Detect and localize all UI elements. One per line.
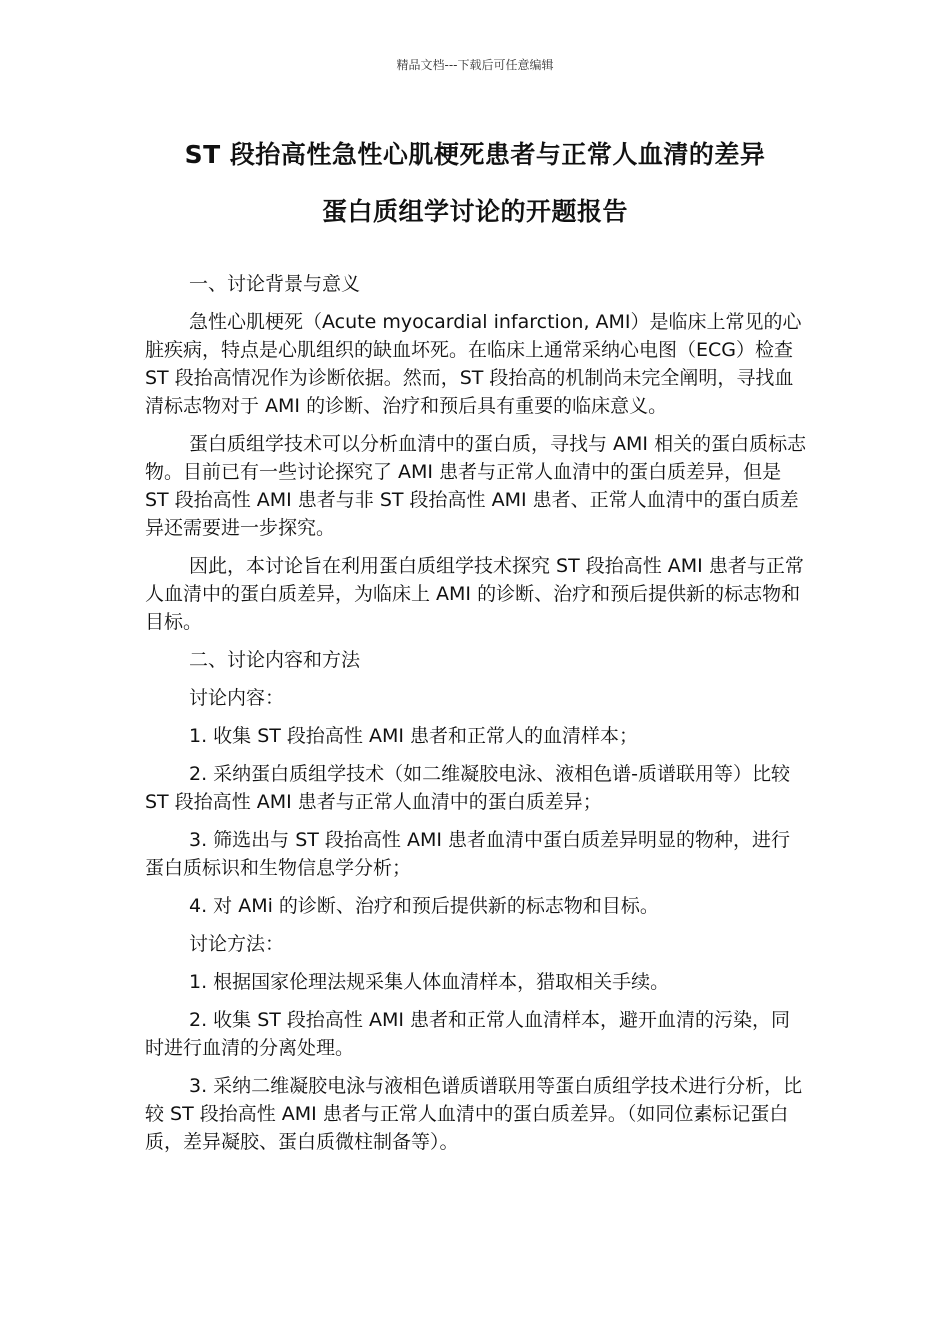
subheading-methods: 讨论方法： <box>189 933 285 955</box>
section-heading-content-methods: 二、讨论内容和方法 <box>189 649 361 671</box>
page-header: 精品文档---下载后可任意编辑 <box>396 58 554 72</box>
document-title-line-1: ST 段抬高性急性心肌梗死患者与正常人血清的差异 <box>184 140 766 169</box>
document-title-line-2: 蛋白质组学讨论的开题报告 <box>321 197 628 226</box>
paragraph-purpose: 因此，本讨论旨在利用蛋白质组学技术探究 ST 段抬高性 AMI 患者与正常人血清中的蛋白质差异，为临床上 AMI 的诊断、治疗和预后提供新的标志物和目标。 <box>145 555 804 633</box>
method-item-1: 1. 根据国家伦理法规采集人体血清样本，猎取相关手续。 <box>189 971 670 993</box>
content-item-3: 3. 筛选出与 ST 段抬高性 AMI 患者血清中蛋白质差异明显的物种，进行蛋白质标识和生物信息学分析； <box>145 829 790 879</box>
subheading-content: 讨论内容： <box>189 687 285 709</box>
content-item-4: 4. 对 AMi 的诊断、治疗和预后提供新的标志物和目标。 <box>189 895 659 917</box>
method-item-2: 2. 收集 ST 段抬高性 AMI 患者和正常人血清样本，避开血清的污染，同时进行血清的分离处理。 <box>145 1009 790 1059</box>
method-item-3: 3. 采纳二维凝胶电泳与液相色谱质谱联用等蛋白质组学技术进行分析，比较 ST 段抬高性 AMI 患者与正常人血清中的蛋白质差异。（如同位素标记蛋白质，差异凝胶、蛋白质微柱制备等）。 <box>145 1075 803 1153</box>
paragraph-ami-intro: 急性心肌梗死（Acute myocardial infarction, AMI）是临床上常见的心脏疾病，特点是心肌组织的缺血坏死。在临床上通常采纳心电图（ECG）检查 ST 段抬高情况作为诊断依据。然而，ST 段抬高的机制尚未完全阐明，寻找血清标志物对于 AMI 的诊断、治疗和预后具有重要的临床意义。 <box>145 311 802 417</box>
content-item-1: 1. 收集 ST 段抬高性 AMI 患者和正常人的血清样本； <box>189 725 638 747</box>
paragraph-proteomics: 蛋白质组学技术可以分析血清中的蛋白质，寻找与 AMI 相关的蛋白质标志物。目前已有一些讨论探究了 AMI 患者与正常人血清中的蛋白质差异，但是 ST 段抬高性 AMI 患者与非 ST 段抬高性 AMI 患者、正常人血清中的蛋白质差异还需要进一步探究。 <box>145 433 807 539</box>
content-item-2: 2. 采纳蛋白质组学技术（如二维凝胶电泳、液相色谱-质谱联用等）比较 ST 段抬高性 AMI 患者与正常人血清中的蛋白质差异； <box>145 763 791 813</box>
section-heading-background: 一、讨论背景与意义 <box>189 273 361 295</box>
document-body <box>145 270 807 1166</box>
